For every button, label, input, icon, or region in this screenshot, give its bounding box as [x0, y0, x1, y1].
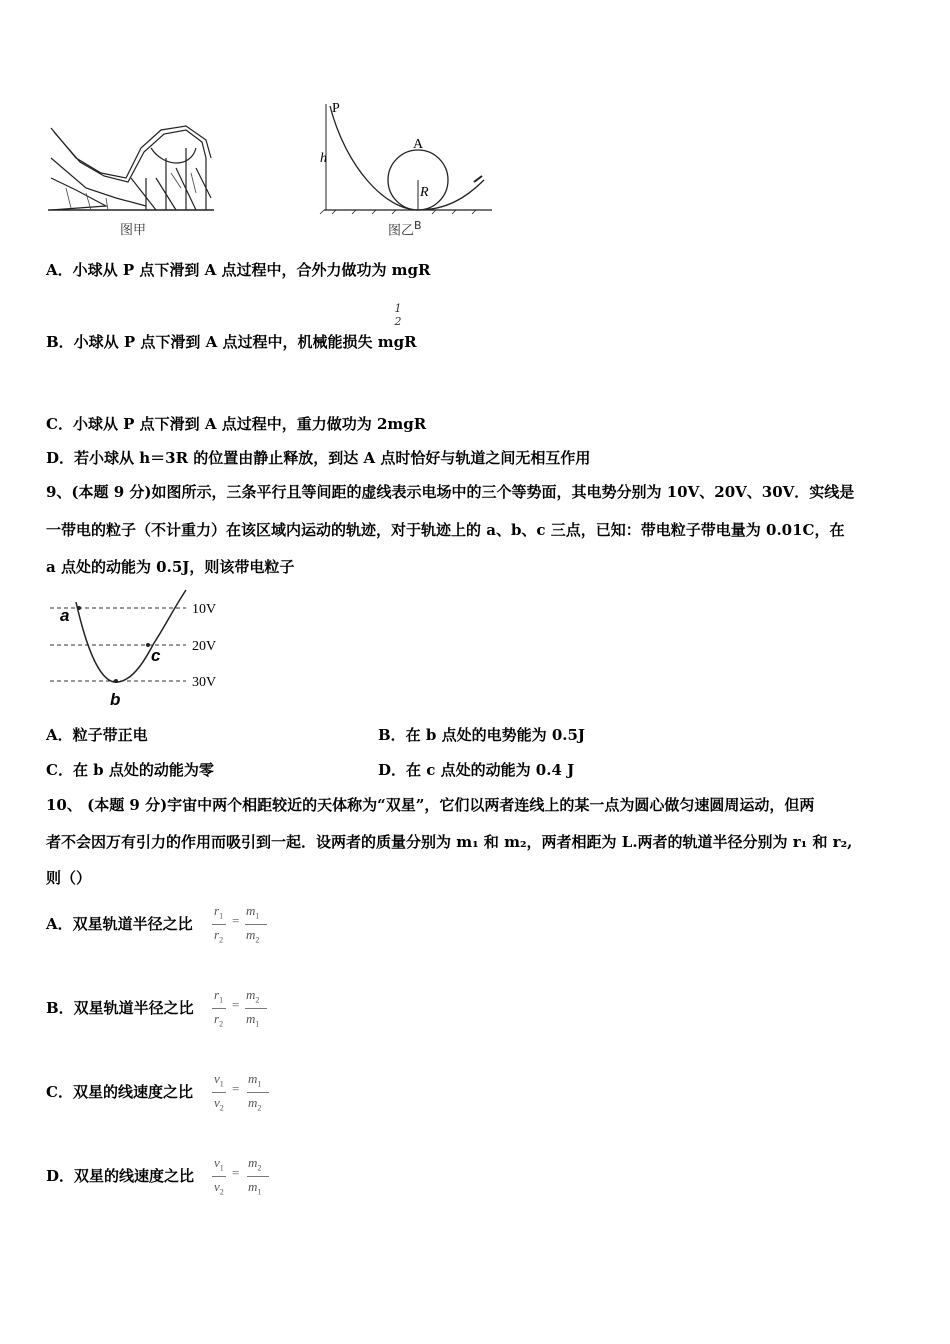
label-20v: 20V — [192, 639, 217, 654]
label-b: b — [110, 690, 121, 709]
q10-option-b-formula: $r_1$ $r_2$ = $m_2$ $m_1$ — [210, 987, 272, 1033]
q10-option-c-formula: $v_1$ $v_2$ = $m_1$ $m_2$ — [210, 1071, 272, 1117]
label-a: a — [60, 606, 70, 625]
q8-b-frac-den: 2 — [394, 315, 402, 328]
figure-yi-caption-text: 图乙 — [388, 223, 415, 239]
q10-option-d-label: D．双星的线速度之比 — [46, 1167, 195, 1185]
q10-stem-line2: 者不会因万有引力的作用而吸引到一起．设两者的质量分别为 m₁ 和 m₂，两者相距为 L.两者的轨道半径分别为 r₁ 和 r₂, — [46, 833, 853, 851]
label-R: R — [420, 185, 429, 200]
label-h: h — [320, 151, 327, 166]
q8-b-frac — [392, 302, 404, 328]
q9-stem-line1: 9、(本题 9 分)如图所示，三条平行且等间距的虚线表示电场中的三个等势面，其电势分别为 10V、20V、30V．实线是 — [46, 483, 855, 501]
figure-yi-caption — [388, 219, 422, 238]
q10-stem-line3: 则（） — [46, 869, 92, 887]
q10-option-a-formula: $r_1$ $r_2$ = $m_1$ $m_2$ — [210, 903, 272, 949]
q9-option-d: D．在 c 点处的动能为 0.4 J — [378, 761, 575, 779]
figure-jia — [46, 118, 216, 218]
label-A: A — [413, 137, 424, 152]
label-B: B — [414, 219, 422, 232]
label-P: P — [332, 101, 340, 116]
q10-option-d-formula: $v_1$ $v_2$ = $m_2$ $m_1$ — [210, 1155, 272, 1201]
q10-option-d — [46, 1155, 262, 1197]
label-10v: 10V — [192, 602, 217, 617]
q8-option-b: B．小球从 P 点下滑到 A 点过程中，机械能损失 mgR — [46, 333, 417, 351]
figure-jia-caption: 图甲 — [120, 223, 147, 238]
q9-option-b: B．在 b 点处的电势能为 0.5J — [378, 726, 586, 744]
q10-option-b — [46, 987, 260, 1029]
q8-option-c: C．小球从 P 点下滑到 A 点过程中，重力做功为 2mgR — [46, 415, 427, 433]
q9-option-c: C．在 b 点处的动能为零 — [46, 761, 214, 779]
figure-field — [46, 588, 236, 710]
q10-option-a — [46, 903, 260, 945]
q9-stem-line2: 一带电的粒子（不计重力）在该区域内运动的轨迹，对于轨迹上的 a、b、c 三点，已知：带电粒子带电量为 0.01C，在 — [46, 521, 845, 539]
q9-option-a: A．粒子带正电 — [46, 726, 148, 744]
q10-option-c — [46, 1071, 262, 1113]
q10-option-b-label: B．双星轨道半径之比 — [46, 999, 194, 1017]
q8-option-a: A．小球从 P 点下滑到 A 点过程中，合外力做功为 mgR — [46, 261, 431, 279]
q10-option-a-label: A．双星轨道半径之比 — [46, 915, 193, 933]
label-c: c — [151, 646, 161, 665]
q9-stem-line3: a 点处的动能为 0.5J，则该带电粒子 — [46, 558, 295, 576]
figure-yi — [316, 98, 496, 223]
label-30v: 30V — [192, 675, 217, 690]
q8-option-d: D．若小球从 h＝3R 的位置由静止释放，到达 A 点时恰好与轨道之间无相互作用 — [46, 449, 591, 467]
q10-option-c-label: C．双星的线速度之比 — [46, 1083, 193, 1101]
q8-b-frac-num: 1 — [394, 302, 402, 315]
q10-stem-line1: 10、 (本题 9 分)宇宙中两个相距较近的天体称为“双星”，它们以两者连线上的某一点为圆心做匀速圆周运动，但两 — [46, 796, 815, 814]
